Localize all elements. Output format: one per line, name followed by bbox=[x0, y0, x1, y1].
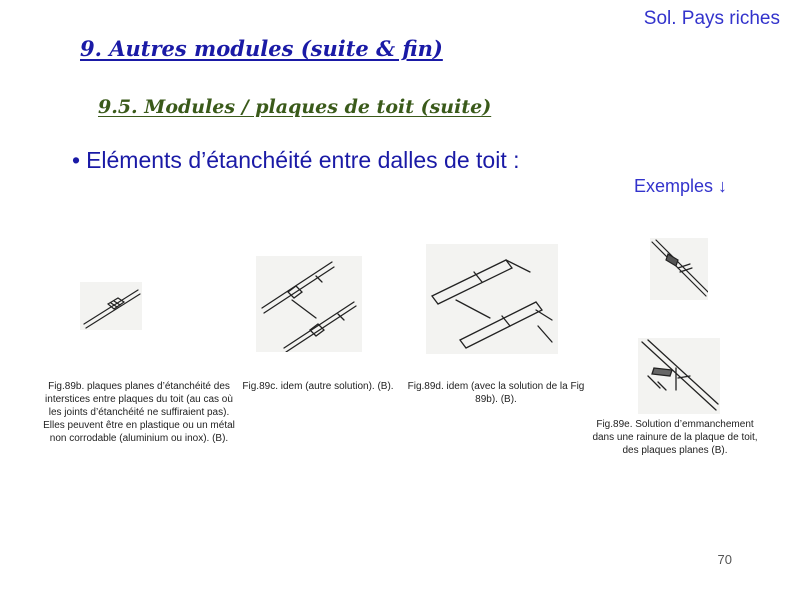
slide-header-tag: Sol. Pays riches bbox=[643, 8, 780, 29]
fig89e-sketch-top bbox=[650, 238, 708, 300]
fig89d-caption: Fig.89d. idem (avec la solution de la Fig 89b). (B). bbox=[407, 381, 585, 405]
fig89c-sketch bbox=[256, 256, 362, 352]
bullet-dot: • bbox=[72, 147, 81, 173]
fig89e-drawing-top bbox=[650, 238, 708, 300]
fig89d-sketch bbox=[426, 244, 558, 354]
bullet-item bbox=[72, 147, 520, 174]
page-number: 70 bbox=[717, 552, 732, 567]
fig89e-sketch-bottom bbox=[638, 338, 720, 414]
subsection-title: 9.5. Modules / plaques de toit (suite) bbox=[98, 96, 492, 118]
fig89b-caption: Fig.89b. plaques planes d’étanchéité des interstices entre plaques du toit (au cas où les joints d’étanchéité ne suffiraient pas). Elles peuvent être en plastique ou un métal non corrodable (aluminium ou inox). (B). bbox=[43, 381, 235, 444]
fig89c-drawing bbox=[256, 256, 362, 352]
fig89b-drawing bbox=[80, 282, 142, 330]
bullet-text: Eléments d’étanchéité entre dalles de toit : bbox=[86, 147, 520, 173]
examples-label bbox=[634, 176, 727, 197]
fig89c-caption: Fig.89c. idem (autre solution). (B). bbox=[242, 381, 394, 392]
arrow-down-icon: ↓ bbox=[718, 176, 728, 196]
fig89b-sketch bbox=[80, 282, 142, 330]
examples-text: Exemples bbox=[634, 176, 714, 196]
fig89d-drawing bbox=[426, 244, 558, 354]
fig89e-caption: Fig.89e. Solution d’emmanchement dans une rainure de la plaque de toit, des plaques planes (B). bbox=[592, 419, 758, 456]
section-title: 9. Autres modules (suite & fin) bbox=[80, 36, 443, 61]
fig89e-drawing-bottom bbox=[638, 338, 720, 414]
